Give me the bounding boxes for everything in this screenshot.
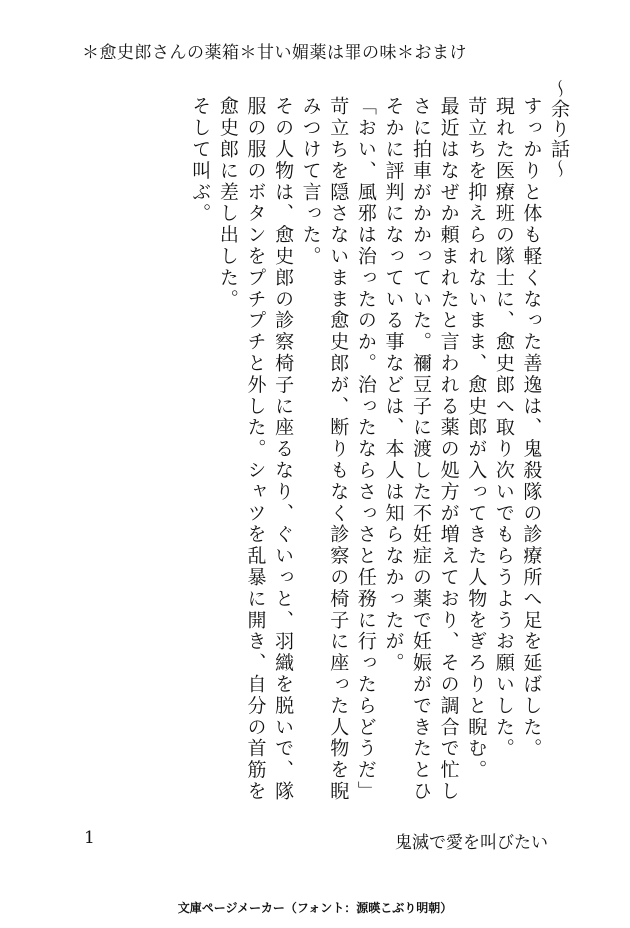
- paragraph: その人物は、愈史郎の診察椅子に座るなり、ぐいっと、羽織を脱いで、隊服の服のボタンをプチプチと外した。シャツを乱暴に開き、自分の首筋を愈史郎に差し出した。: [216, 96, 295, 803]
- vertical-text-body: [72, 76, 572, 806]
- paragraph: 最近はなぜか頼まれたと言われる薬の処方が増えており、その調合で忙しさに拍車がかかっていた。禰豆子に渡した不妊症の薬で妊娠ができたとひそかに評判になっている事などは、本人は知らなかったが。: [382, 96, 460, 803]
- book-title: 鬼滅で愛を叫びたい: [395, 833, 548, 853]
- paragraph: 「おい、風邪は治ったのか。治ったならさっさと任務に行ったらどうだ」: [354, 96, 377, 803]
- paragraph: そして叫ぶ。: [189, 96, 212, 225]
- paragraph: 現れた医療班の隊士に、愈史郎へ取り次いでもらうようお願いした。: [492, 96, 515, 760]
- paragraph: 苛立ちを抑えられないまま、愈史郎が入ってきた人物をぎろりと睨む。: [465, 96, 488, 781]
- footer-credit: 文庫ページメーカー（フォント：源暎こぶり明朝）: [177, 901, 453, 915]
- page-number: 1: [84, 828, 95, 848]
- header-title: ＊愈史郎さんの薬箱＊甘い媚薬は罪の味＊おまけ: [82, 43, 467, 63]
- paragraph: すっかりと体も軽くなった善逸は、鬼殺隊の診療所へ足を延ばした。: [520, 96, 543, 760]
- chapter-heading: ～余り話～: [548, 79, 570, 179]
- paragraph: 苛立ちを隠さないまま愈史郎が、断りもなく診察の椅子に座った人物を睨みつけて言った。: [299, 96, 350, 803]
